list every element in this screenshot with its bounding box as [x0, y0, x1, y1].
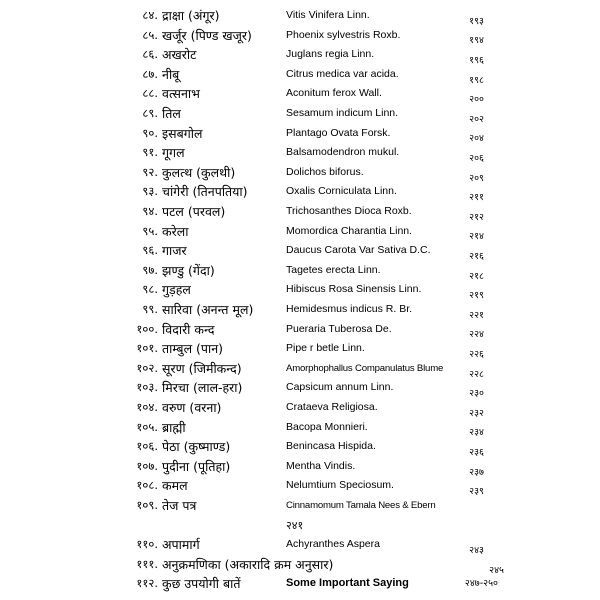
hindi-name: कमल [162, 478, 188, 494]
scientific-name: Bacopa Monnieri. [286, 420, 368, 433]
scientific-name: Aconitum ferox Wall. [286, 87, 382, 100]
hindi-name: मिरचा (लाल-हरा) [162, 380, 243, 396]
hindi-name: झण्डु (गेंदा) [162, 262, 215, 278]
page-number: २०४ [469, 133, 484, 145]
scientific-name: Mentha Vindis. [286, 459, 356, 472]
entry-number: ९९. [142, 302, 158, 316]
scientific-name: Capsicum annum Linn. [286, 381, 394, 394]
hindi-name: कुछ उपयोगी बातें [162, 576, 241, 592]
scientific-name: Pueraria Tuberosa De. [286, 322, 392, 335]
hindi-name: पेठा (कुष्माण्ड) [162, 439, 231, 455]
hindi-name: विदारी कन्द [162, 321, 215, 337]
scientific-name: Nelumtium Speciosum. [286, 479, 394, 492]
page-number: २१४ [469, 231, 484, 243]
hindi-name: द्राक्षा (अंगूर) [162, 8, 220, 23]
entry-number: १०५. [136, 419, 158, 434]
scientific-name: Dolichos biforus. [286, 165, 364, 178]
hindi-name: तिल [162, 106, 181, 121]
page-number: २११ [469, 192, 484, 204]
scientific-name: Momordica Charantia Linn. [286, 224, 413, 237]
page-number: २१६ [469, 251, 484, 263]
entry-number: १०७. [136, 458, 158, 473]
scientific-name: Trichosanthes Dioca Roxb. [286, 205, 412, 217]
scientific-name: Hemidesmus indicus R. Br. [286, 303, 413, 315]
entry-number: ९५. [142, 223, 158, 238]
entry-number: ९८. [142, 282, 158, 297]
entry-number: १०६. [136, 439, 158, 454]
page-number: २३२ [469, 407, 484, 419]
hindi-name: सारिवा (अनन्त मूल) [162, 302, 254, 317]
hindi-name: अपामार्ग [162, 537, 200, 553]
scientific-name: Juglans regia Linn. [286, 48, 375, 61]
page-number: २३६ [469, 447, 484, 459]
hindi-name: तेज पत्र [162, 498, 197, 513]
hindi-name: गूगल [162, 145, 185, 161]
page-number: २२८ [469, 368, 484, 380]
scientific-name: Plantago Ovata Forsk. [286, 126, 391, 139]
entry-number: ९७. [142, 262, 158, 277]
entry-number: १००. [136, 321, 158, 336]
entry-number: ११२. [136, 576, 158, 591]
page-number: २४३ [469, 545, 484, 557]
scientific-name: Vitis Vinifera Linn. [286, 9, 370, 21]
scientific-name: Balsamodendron mukul. [286, 146, 400, 159]
page-number: १९६ [469, 55, 484, 67]
entry-number: ९३. [142, 184, 158, 199]
page-number: २०० [469, 94, 484, 106]
entry-number: ११०. [136, 537, 158, 552]
entry-number: ८५. [142, 27, 158, 42]
page-number: २३७ [469, 466, 484, 478]
scientific-name: Amorphophallus Companulatus Blume [286, 362, 444, 374]
page-reference: २४१ [286, 518, 304, 532]
hindi-name: गुड़हल [162, 282, 191, 298]
entry-number: १०२. [136, 360, 158, 375]
scientific-name: Phoenix sylvestris Roxb. [286, 28, 401, 41]
entry-number: १०४. [136, 400, 158, 414]
entry-number: १०१. [136, 341, 158, 356]
hindi-name: पटल (परवल) [162, 204, 226, 219]
entry-number: १०८. [136, 478, 158, 493]
entry-number: १०९. [136, 498, 158, 512]
page-number: २१८ [469, 270, 484, 282]
hindi-name: गाजर [162, 243, 187, 259]
page-number: २४७-२५० [464, 578, 498, 590]
entry-number: १०३. [136, 380, 158, 395]
hindi-name: सूरण (जिमीकन्द) [162, 360, 242, 376]
scientific-name: Sesamum indicum Linn. [286, 107, 399, 119]
page-number: २३४ [469, 427, 484, 439]
page-number: १९४ [469, 35, 484, 47]
scientific-name: Some Important Saying [286, 577, 409, 590]
scientific-name: Oxalis Corniculata Linn. [286, 185, 397, 198]
scientific-name: Crataeva Religiosa. [286, 401, 378, 413]
page-number: १९८ [469, 74, 484, 86]
hindi-name: कुलत्थ (कुलथी) [162, 164, 236, 180]
entry-number: ९२. [142, 164, 158, 179]
entry-number: ८८. [142, 86, 158, 101]
hindi-name: ताम्बुल (पान) [162, 341, 224, 357]
entry-number: ८९. [142, 106, 158, 120]
page-number: २२६ [469, 349, 484, 361]
hindi-name: अनुक्रमणिका (अकारादि क्रम अनुसार) [162, 556, 334, 572]
page-number: २०६ [469, 153, 484, 165]
hindi-name: करेला [162, 223, 189, 239]
entry-number: ८६. [142, 47, 158, 62]
entry-number: ९०. [142, 125, 158, 140]
entry-number: ९१. [142, 145, 158, 160]
scientific-name: Achyranthes Aspera [286, 538, 380, 551]
page-number: २३९ [469, 486, 484, 498]
hindi-name: इसबगोल [162, 125, 203, 141]
hindi-name: चांगेरी (तिनपतिया) [162, 184, 248, 200]
hindi-name: नीबू [162, 66, 180, 82]
scientific-name: Daucus Carota Var Sativa D.C. [286, 244, 431, 257]
scientific-name: Cinnamomum Tamala Nees & Ebern [286, 500, 436, 511]
hindi-name: पुदीना (पूतिहा) [162, 458, 231, 474]
page-number: २२१ [469, 309, 484, 321]
scientific-name: Tagetes erecta Linn. [286, 263, 381, 276]
scientific-name: Hibiscus Rosa Sinensis Linn. [286, 283, 422, 296]
hindi-name: अखरोट [162, 47, 197, 63]
page-number: २१९ [469, 290, 484, 302]
entry-number: ८४. [142, 8, 158, 22]
page-number: २१२ [469, 211, 484, 223]
hindi-name: खर्जूर (पिण्ड खजूर) [162, 27, 252, 43]
entry-number: १११. [136, 556, 158, 571]
scientific-name: Citrus medica var acida. [286, 67, 399, 80]
entry-number: ८७. [142, 66, 158, 81]
hindi-name: वत्सनाभ [162, 86, 200, 102]
page-number: २०९ [469, 172, 484, 184]
hindi-name: वरुण (वरना) [162, 400, 222, 415]
page-number: २२४ [469, 329, 484, 341]
page-number: २०२ [469, 113, 484, 125]
page-number: २३० [469, 388, 484, 400]
page-number: २४५ [489, 564, 504, 576]
entry-number: ९४. [142, 204, 158, 218]
scientific-name: Pipe r betle Linn. [286, 342, 365, 355]
entry-number: ९६. [142, 243, 158, 258]
scientific-name: Benincasa Hispida. [286, 440, 376, 453]
page-number: १९३ [469, 15, 484, 27]
hindi-name: ब्राह्मी [162, 419, 186, 435]
